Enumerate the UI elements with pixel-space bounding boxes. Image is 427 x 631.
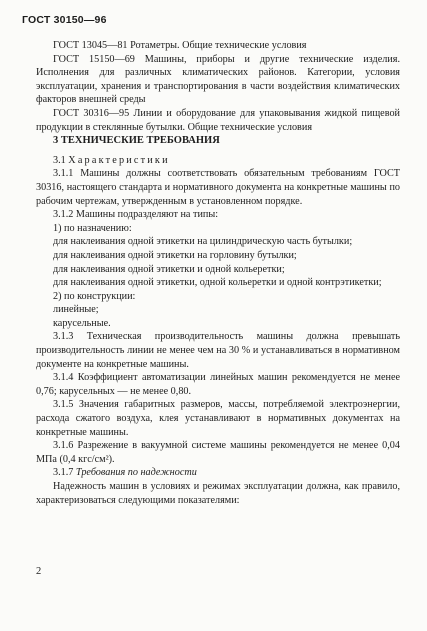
page-header: ГОСТ 30150—96 [22,14,107,26]
paragraph-3-1-7-number: 3.1.7 [53,467,74,479]
purpose-heading: 1) по назначению: [53,222,132,234]
purpose-item: для наклеивания одной этикетки на цилиндрическую часть бутылки; [53,236,353,248]
design-item: линейные; [53,304,99,316]
design-heading: 2) по конструкции: [53,290,136,302]
purpose-item: для наклеивания одной этикетки на горловину бутылки; [53,249,297,261]
paragraph-3-1-7-title: Требования по надежности [75,467,197,479]
paragraph-3-1-2: 3.1.2 Машины подразделяют на типы: [53,209,219,221]
subsection-number: 3.1 [53,154,66,166]
paragraph-3-1-4: 3.1.4 Коэффициент автоматизации линейных машин рекомендуется не менее 0,76; карусельных — не менее 0,80. [36,372,400,397]
paragraph-3-1-6: 3.1.6 Разрежение в вакуумной системе машины рекомендуется не менее 0,04 МПа (0,4 кгс/см²). [36,440,400,465]
design-item: карусельные. [53,317,111,329]
section-title: 3 ТЕХНИЧЕСКИЕ ТРЕБОВАНИЯ [53,135,220,147]
reference-gost-15150: ГОСТ 15150—69 Машины, приборы и другие технические изделия. Исполнения для различных климатических районов. Категории, условия эксплуатации, хранения и транспортирования в части воздействия климатических факторов внешней среды [36,53,400,106]
subsection-title: Характеристики [68,154,170,166]
paragraph-3-1-7-heading [36,466,400,480]
page-body [36,39,400,507]
paragraph-3-1-5: 3.1.5 Значения габаритных размеров, массы, потребляемой электроэнергии, расхода сжатого воздуха, клея устанавливают в нормативных документах на конкретные машины. [36,399,400,438]
reference-gost-13045: ГОСТ 13045—81 Ротаметры. Общие технические условия [53,40,307,51]
purpose-item: для наклеивания одной этикетки и одной кольеретки; [53,263,285,275]
paragraph-3-1-1: 3.1.1 Машины должны соответствовать обязательным требованиям ГОСТ 30316, настоящего стандарта и нормативного документа на конкретные машины по рабочим чертежам, утвержденным в установленном порядке. [36,168,400,207]
reference-gost-30316: ГОСТ 30316—95 Линии и оборудование для упаковывания жидкой пищевой продукции в стеклянные бутылки. Общие технические условия [36,107,400,133]
page-number: 2 [36,566,42,577]
subsection-heading [36,154,400,168]
purpose-item: для наклеивания одной этикетки, одной кольеретки и одной контрэтикетки; [53,277,382,289]
paragraph-3-1-3: 3.1.3 Техническая производительность машины должна превышать производительность линии не менее чем на 30 % и устанавливаться в нормативном документе на конкретные машины. [36,331,400,370]
reliability-paragraph: Надежность машин в условиях и режимах эксплуатации должна, как правило, характеризоваться следующими показателями: [36,481,400,506]
